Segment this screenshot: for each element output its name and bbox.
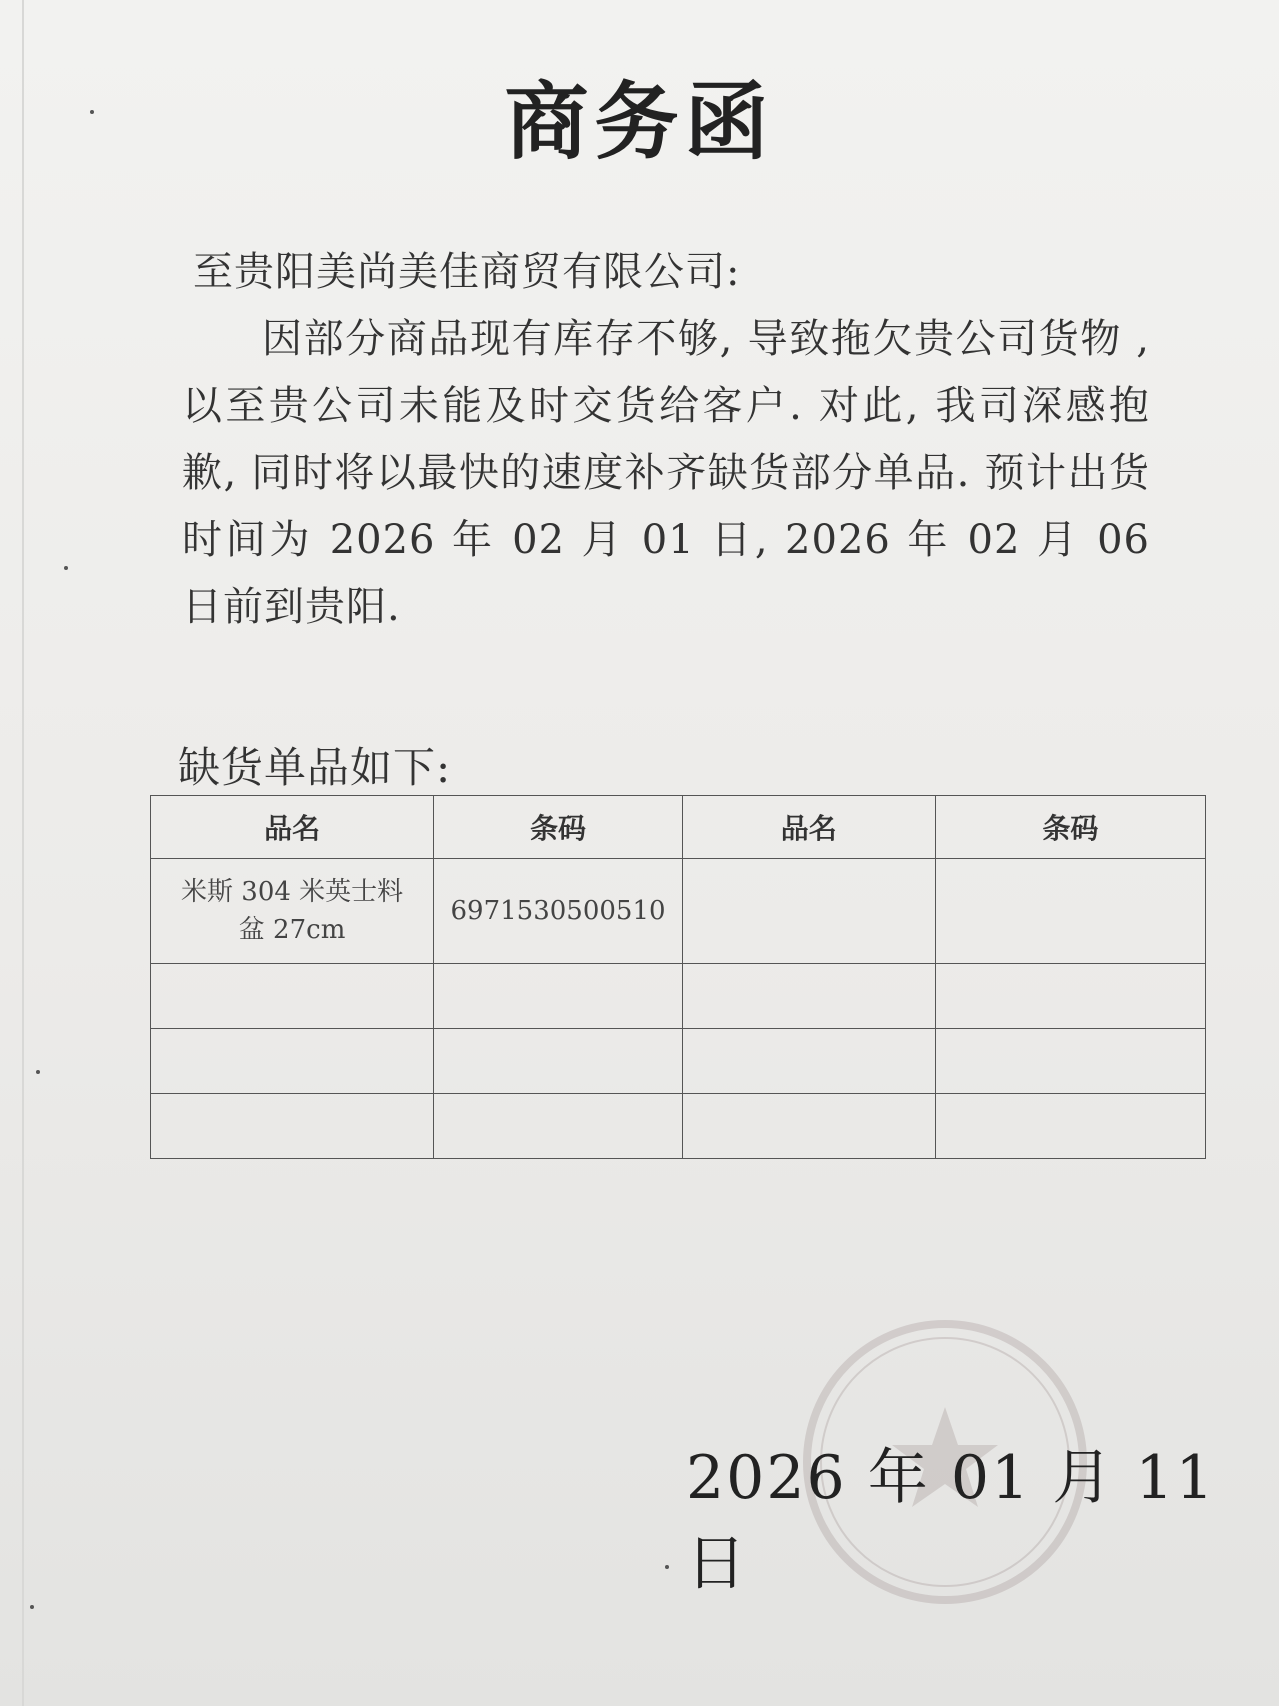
barcode-cell: 6971530500510 — [434, 859, 683, 964]
paper-speck — [665, 1565, 669, 1569]
letter-title: 商务函 — [504, 72, 775, 171]
list-heading: 缺货单品如下: — [178, 743, 452, 792]
header-product-name-1: 品名 — [151, 796, 434, 859]
letter-body: 因部分商品现有库存不够, 导致拖欠贵公司货物 , 以至贵公司未能及时交货给客户. 对此, 我司深感抱歉, 同时将以最快的速度补齐缺货部分单品. 预计出货时间为 2026 年 02 月 01 日, 2026 年 02 月 06 日前到贵阳. — [182, 316, 1150, 630]
paper-edge — [22, 0, 24, 1706]
table-row — [151, 1029, 1206, 1094]
table-cell — [434, 964, 683, 1029]
paper-speck — [36, 1070, 40, 1074]
table-row — [151, 1094, 1206, 1159]
header-product-name-2: 品名 — [682, 796, 935, 859]
header-barcode-2: 条码 — [935, 796, 1205, 859]
table-cell — [151, 859, 434, 964]
product-name: 米斯 304 米英士料盆 27cm — [181, 877, 404, 945]
shortage-table — [150, 795, 1206, 1159]
paper-speck — [30, 1605, 34, 1609]
table-cell — [151, 964, 434, 1029]
table-cell — [434, 1029, 683, 1094]
table-cell — [935, 859, 1205, 964]
table-cell — [682, 964, 935, 1029]
paper-speck — [90, 110, 94, 114]
table-cell — [434, 1094, 683, 1159]
table-row — [151, 859, 1206, 964]
table-cell — [682, 1029, 935, 1094]
table-cell — [682, 859, 935, 964]
table-cell — [935, 1094, 1205, 1159]
table-cell — [151, 1094, 434, 1159]
table-cell — [935, 964, 1205, 1029]
table-cell — [682, 1094, 935, 1159]
letter-date: 2026 年 01 月 11 日 — [686, 1443, 1216, 1599]
table-header-row — [151, 796, 1206, 859]
table-row — [151, 964, 1206, 1029]
table-cell — [935, 1029, 1205, 1094]
table-cell — [151, 1029, 434, 1094]
header-barcode-1: 条码 — [434, 796, 683, 859]
paper-speck — [64, 566, 68, 570]
recipient-line: 至贵阳美尚美佳商贸有限公司: — [193, 249, 741, 295]
